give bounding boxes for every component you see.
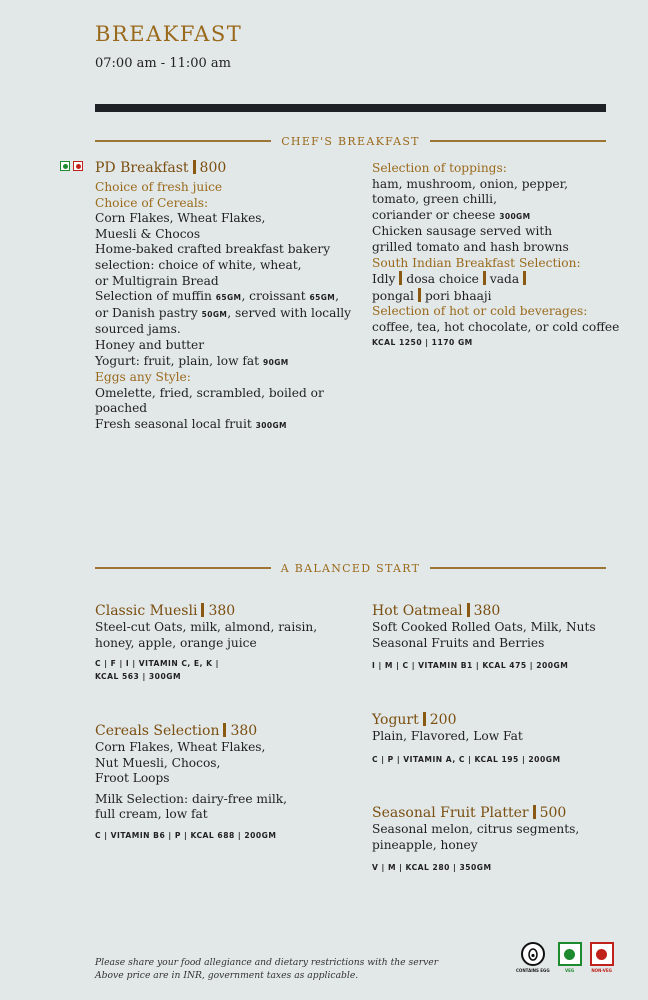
text: Fresh seasonal local fruit [95,416,256,431]
item-desc: Steel-cut Oats, milk, almond, raisin, [95,620,318,634]
item-nutrition: V | M | KCAL 280 | 350GM [372,863,492,873]
service-hours: 07:00 am - 11:00 am [95,56,232,71]
beverages-heading: Selection of hot or cold beverages: [372,304,588,319]
item-title [372,602,642,620]
diet-icons [60,161,83,171]
yogurt-line [95,354,365,371]
honey-line: Honey and butter [95,337,205,352]
item-nutrition: C | VITAMIN B6 | P | KCAL 688 | 200GM [95,830,277,840]
item-price: 380 [473,603,501,619]
separator-bar [193,160,196,174]
pd-breakfast-title [95,159,365,177]
item-desc: honey, apple, orange juice [95,635,257,650]
south-indian-line [372,288,642,305]
separator-bar [223,723,226,737]
hot-oatmeal [372,602,642,672]
weight: 65GM [309,293,336,303]
south-indian-heading: South Indian Breakfast Selection: [372,255,581,270]
section-title-chefs: CHEF'S BREAKFAST [281,134,420,148]
muffin-line: sourced jams. [95,322,181,337]
muffin-line [95,289,365,306]
classic-muesli [95,602,365,683]
bakery-line: or Multigrain Bread [95,273,219,288]
diet-legend [516,942,614,973]
veg-icon [558,942,582,966]
item-title [372,711,642,729]
sausage-line: grilled tomato and hash browns [372,239,569,254]
cereals-heading: Choice of Cereals: [95,195,209,210]
legend-label: CONTAINS EGG [516,968,550,973]
pd-nutrition: KCAL 1250 | 1170 GM [372,337,473,347]
separator-bar [523,271,526,285]
south-indian-line [372,271,642,288]
non-veg-icon [590,942,614,966]
footer-note [95,957,438,982]
item-desc: Milk Selection: dairy-free milk, [95,791,288,806]
legend-nonveg [590,942,614,973]
separator-bar [418,288,421,302]
item-nutrition: C | F | I | VITAMIN C, E, K | [95,659,219,669]
toppings-heading: Selection of toppings: [372,161,507,175]
item-name: Yogurt [372,712,419,728]
text: Selection of muffin [95,289,216,304]
toppings-line: tomato, green chilli, [372,192,497,207]
item-title [95,722,365,740]
item-price: 800 [199,160,227,176]
item-nutrition: KCAL 563 | 300GM [95,672,182,682]
separator-bar [201,603,204,617]
section-title-balanced: A BALANCED START [280,561,421,575]
text: Yogurt: fruit, plain, low fat [95,353,263,368]
section-divider-chefs [95,134,606,148]
text: dosa choice [406,272,479,287]
item-nutrition: C | P | VITAMIN A, C | KCAL 195 | 200GM [372,754,561,764]
sausage-line: Chicken sausage served with [372,224,553,239]
bakery-line: Home-baked crafted breakfast bakery [95,242,331,257]
text: , [335,289,340,304]
cereals-selection [95,722,365,842]
weight: 65GM [215,293,242,303]
yogurt [372,711,642,766]
beverages-line: coffee, tea, hot chocolate, or cold coffee [372,319,620,334]
item-price: 500 [539,805,567,821]
item-desc: Nut Muesli, Chocos, [95,755,221,770]
text: coriander or cheese [372,207,500,222]
separator-bar [483,271,486,285]
item-desc: full cream, low fat [95,807,208,822]
bakery-line: selection: choice of white, wheat, [95,257,302,272]
page-title: BREAKFAST [95,22,243,46]
separator-bar [423,712,426,726]
muffin-line [95,306,365,323]
text: Idly [372,272,396,287]
legend-veg [558,942,582,973]
veg-icon [60,161,70,171]
footer-line: Please share your food allegiance and dietary restrictions with the server [95,957,439,968]
item-desc: Corn Flakes, Wheat Flakes, [95,740,266,754]
text: pongal [372,288,414,303]
weight: 300GM [255,420,287,430]
item-nutrition: I | M | C | VITAMIN B1 | KCAL 475 | 200GM [372,661,569,671]
toppings-line [372,208,642,225]
section-divider-balanced [95,561,606,575]
pd-breakfast-right [372,161,642,349]
separator-bar [399,271,402,285]
item-name: Cereals Selection [95,723,220,739]
seasonal-fruit-platter [372,804,642,874]
separator-bar [467,603,470,617]
cereals-line: Corn Flakes, Wheat Flakes, [95,211,266,226]
legend-label: NON-VEG [591,968,612,973]
legend-egg [516,942,550,973]
item-name: PD Breakfast [95,160,189,176]
item-desc: Froot Loops [95,771,170,786]
item-title [95,602,365,620]
item-name: Hot Oatmeal [372,603,463,619]
item-title [372,804,642,822]
egg-icon [521,942,545,966]
text: or Danish pastry [95,305,202,320]
toppings-line: ham, mushroom, onion, pepper, [372,176,568,191]
eggs-heading: Eggs any Style: [95,370,191,385]
text: , croissant [241,289,310,304]
cereals-line: Muesli & Chocos [95,226,201,241]
weight: 90GM [262,357,289,367]
item-desc: Plain, Flavored, Low Fat [372,729,523,743]
footer-line: Above price are in INR, government taxes as applicable. [95,969,359,981]
item-name: Seasonal Fruit Platter [372,805,529,821]
weight: 50GM [201,309,228,319]
separator-bar [533,805,536,819]
text: , served with locally [227,305,352,320]
item-price: 200 [429,712,457,728]
non-veg-icon [73,161,83,171]
fruit-line [95,417,365,434]
item-price: 380 [208,603,236,619]
text: pori bhaaji [424,288,492,303]
header-bar [95,104,606,112]
item-name: Classic Muesli [95,603,198,619]
weight: 300GM [499,211,531,221]
item-desc: Seasonal Fruits and Berries [372,635,545,650]
item-price: 380 [230,723,258,739]
text: vada [489,272,520,287]
item-desc: pineapple, honey [372,837,478,852]
legend-label: VEG [565,968,575,973]
pd-breakfast-left [95,159,365,434]
item-desc: Soft Cooked Rolled Oats, Milk, Nuts [372,620,596,634]
eggs-line: Omelette, fried, scrambled, boiled or poached [95,385,324,416]
juice-line: Choice of fresh juice [95,180,223,194]
item-desc: Seasonal melon, citrus segments, [372,822,580,836]
